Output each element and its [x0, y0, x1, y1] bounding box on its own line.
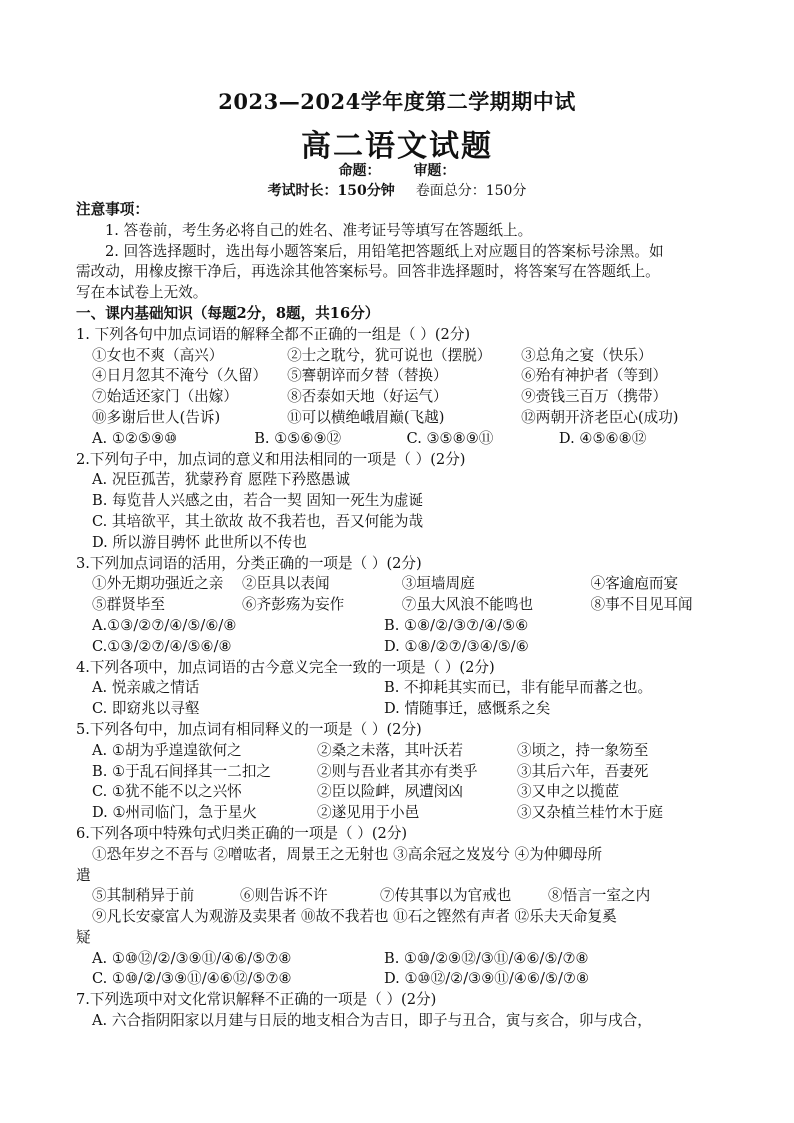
question-item: ⑥则告诉不许 — [240, 887, 328, 905]
notes-heading: 注意事项： — [76, 201, 149, 218]
reviewer-label: 审题： — [413, 163, 456, 179]
question-item: ⑧事不目见耳闻 — [590, 596, 693, 614]
question-item: ⑤謇朝谇而夕替（替换） — [287, 367, 448, 385]
proposer-reviewer-line — [0, 160, 794, 180]
answer-option: ②则与吾业者其亦有类乎 — [317, 762, 478, 780]
answer-option: A. 六合指阴阳家以月建与日辰的地支相合为吉日，即子与丑合，寅与亥合，卯与戌合， — [92, 1012, 652, 1030]
answer-option: A. 况臣孤苦，犹蒙矜育 愿陛下矜愍愚诚 — [92, 471, 350, 489]
answer-options-row — [76, 699, 726, 720]
answer-option: ③又杂植兰桂竹木于庭 — [517, 804, 663, 822]
proposer-label: 命题： — [338, 163, 381, 179]
answer-option: D. 情随事迁，感慨系之矣 — [384, 700, 551, 718]
answer-option: A. 悦亲戚之情话 — [92, 679, 200, 697]
question-items-row — [76, 346, 726, 367]
answer-option: D. ①⑧/②⑦/③④/⑤/⑥ — [384, 637, 529, 655]
answer-option: A. ①⑩⑫/②/③⑨⑪/④⑥/⑤⑦⑧ — [92, 949, 292, 967]
question-item: ①女也不爽（高兴） — [92, 346, 224, 364]
answer-options-row — [76, 803, 726, 824]
question-item: ⑥齐彭殇为妄作 — [242, 596, 345, 614]
answer-option: C. ①犹不能不以之兴怀 — [92, 783, 242, 801]
answer-option: ③顷之，持一象笏至 — [517, 741, 649, 759]
question-item: ⑥殆有神护者（等到） — [521, 367, 668, 385]
answer-option: B. ①⑧/②/③⑦/④/⑤⑥ — [384, 616, 529, 634]
exam-subtitle: 高二语文试题 — [301, 129, 493, 164]
question-items-row — [76, 886, 726, 907]
answer-option: A.①③/②⑦/④/⑤/⑥/⑧ — [92, 616, 237, 634]
answer-option: D. ①州司临门，急于星火 — [92, 804, 257, 822]
answer-options-row — [76, 616, 726, 637]
question-item: ②臣具以表闻 — [242, 575, 330, 593]
question-items-row: 疑 — [76, 928, 91, 946]
answer-options-row — [76, 782, 726, 803]
question-item: ⑪可以横绝峨眉巅(飞越) — [287, 408, 445, 426]
exam-total-score: 卷面总分：150分 — [415, 183, 527, 199]
question-items-row: ①恐年岁之不吾与 ②噌吰者，周景王之无射也 ③高余冠之岌岌兮 ④为仲卿母所 — [92, 845, 603, 863]
exam-body — [76, 200, 726, 1032]
answer-option: ③其后六年，吾妻死 — [517, 762, 649, 780]
answer-option: B. 每览昔人兴感之由，若合一契 固知一死生为虚诞 — [92, 492, 424, 510]
answer-options-row — [76, 678, 726, 699]
answer-options-row — [76, 949, 726, 970]
question-item: ⑦虽大风浪不能鸣也 — [401, 596, 534, 614]
note-item: 需改动，用橡皮擦干净后，再选涂其他答案标号。回答非选择题时，将答案写在答题纸上。 — [76, 263, 660, 281]
question-stem: 2.下列句子中，加点词的意义和用法相同的一项是（ ）(2分) — [76, 450, 466, 468]
question-items-row — [76, 595, 726, 616]
question-items-row — [76, 574, 726, 595]
answer-options-row — [76, 969, 726, 990]
question-item: ③垣墙周庭 — [401, 575, 475, 593]
question-stem: 7.下列选项中对文化常识解释不正确的一项是（ ）(2分) — [76, 991, 437, 1009]
answer-option: D. ④⑤⑥⑧⑫ — [558, 429, 647, 447]
question-item: ①外无期功强近之亲 — [92, 575, 224, 593]
answer-option: C. ①⑩/②/③⑨⑪/④⑥⑫/⑤⑦⑧ — [92, 970, 292, 988]
note-item: 写在本试卷上无效。 — [76, 284, 208, 302]
question-item: ②士之耽兮，犹可说也（摆脱） — [287, 346, 492, 364]
answer-options-row — [76, 429, 726, 450]
question-item: ⑧否泰如天地（好运气） — [287, 388, 448, 406]
note-item: 1. 答卷前，考生务必将自己的姓名、准考证号等填写在答题纸上。 — [105, 221, 533, 239]
answer-option: A. ①胡为乎遑遑欲何之 — [92, 741, 242, 759]
note-item: 2. 回答选择题时，选出每小题答案后，用铅笔把答题纸上对应题目的答案标号涂黑。如 — [105, 242, 664, 260]
question-item: ⑧悟言一室之内 — [548, 887, 651, 905]
question-item: ⑦传其事以为官戒也 — [380, 887, 512, 905]
answer-option: ②桑之未落，其叶沃若 — [317, 741, 463, 759]
answer-option: B. 不抑耗其实而已，非有能早而蕃之也。 — [384, 679, 653, 697]
answer-options-row — [76, 741, 726, 762]
question-stem: 6.下列各项中特殊句式归类正确的一项是（ ）(2分) — [76, 824, 408, 842]
answer-option: D. 所以游目骋怀 此世所以不传也 — [92, 533, 307, 551]
answer-option: ③又申之以揽茝 — [517, 783, 620, 801]
question-items-row — [76, 387, 726, 408]
question-item: ⑤其制稍异于前 — [92, 887, 195, 905]
answer-option: B. ①⑤⑥⑨⑫ — [254, 429, 342, 447]
answer-option: B. ①⑩/②⑨⑫/③⑪/④⑥/⑤/⑦⑧ — [384, 949, 589, 967]
answer-option: D. ①⑩⑫/②/③⑨⑪/④⑥/⑤/⑦⑧ — [384, 970, 590, 988]
question-item: ⑫两朝开济老臣心(成功) — [521, 408, 679, 426]
exam-title: 2023—2024学年度第二学期期中试 — [218, 89, 576, 114]
question-items-row — [76, 366, 726, 387]
section-heading: 一、课内基础知识（每题2分，8题，共16分） — [76, 304, 380, 322]
exam-duration: 考试时长：150分钟 — [267, 183, 395, 199]
answer-option: C. 其培欲平，其土欲故 故不我若也，吾又何能为哉 — [92, 512, 424, 530]
question-item: ⑩多谢后世人(告诉) — [92, 408, 221, 426]
answer-options-row — [76, 637, 726, 658]
answer-option: B. ①于乱石间择其一二扣之 — [92, 762, 272, 780]
answer-options-row — [76, 762, 726, 783]
question-items-row — [76, 408, 726, 429]
answer-option: C.①③/②⑦/④/⑤⑥/⑧ — [92, 637, 232, 655]
question-stem: 5.下列各句中，加点词有相同释义的一项是（ ）(2分) — [76, 720, 422, 738]
exam-info-line — [0, 180, 794, 200]
question-item: ④日月忽其不淹兮（久留） — [92, 367, 268, 385]
answer-option: ②遂见用于小邑 — [317, 804, 420, 822]
question-item: ⑤群贤毕至 — [92, 596, 165, 614]
question-items-row: ⑨凡长安豪富人为观游及卖果者 ⑩故不我若也 ⑪石之铿然有声者 ⑫乐夫天命复奚 — [92, 908, 617, 926]
question-stem: 1. 下列各句中加点词语的解释全都不正确的一组是（ ）(2分) — [76, 325, 471, 343]
question-item: ⑨赍钱三百万（携带） — [521, 388, 668, 406]
answer-option: ②臣以险衅，夙遭闵凶 — [317, 783, 463, 801]
question-item: ⑦始适还家门（出嫁） — [92, 388, 238, 406]
question-stem: 3.下列加点词语的活用，分类正确的一项是（ ）(2分) — [76, 554, 422, 572]
question-item: ④客逾庖而宴 — [590, 575, 679, 593]
answer-option: C. 即窈兆以寻壑 — [92, 700, 200, 718]
answer-option: C. ③⑤⑧⑨⑪ — [406, 429, 494, 447]
question-stem: 4.下列各项中，加点词语的古今意义完全一致的一项是（ ）(2分) — [76, 658, 495, 676]
answer-option: A. ①②⑤⑨⑩ — [92, 429, 178, 447]
question-items-row: 遣 — [76, 866, 91, 884]
question-item: ③总角之宴（快乐） — [521, 346, 653, 364]
